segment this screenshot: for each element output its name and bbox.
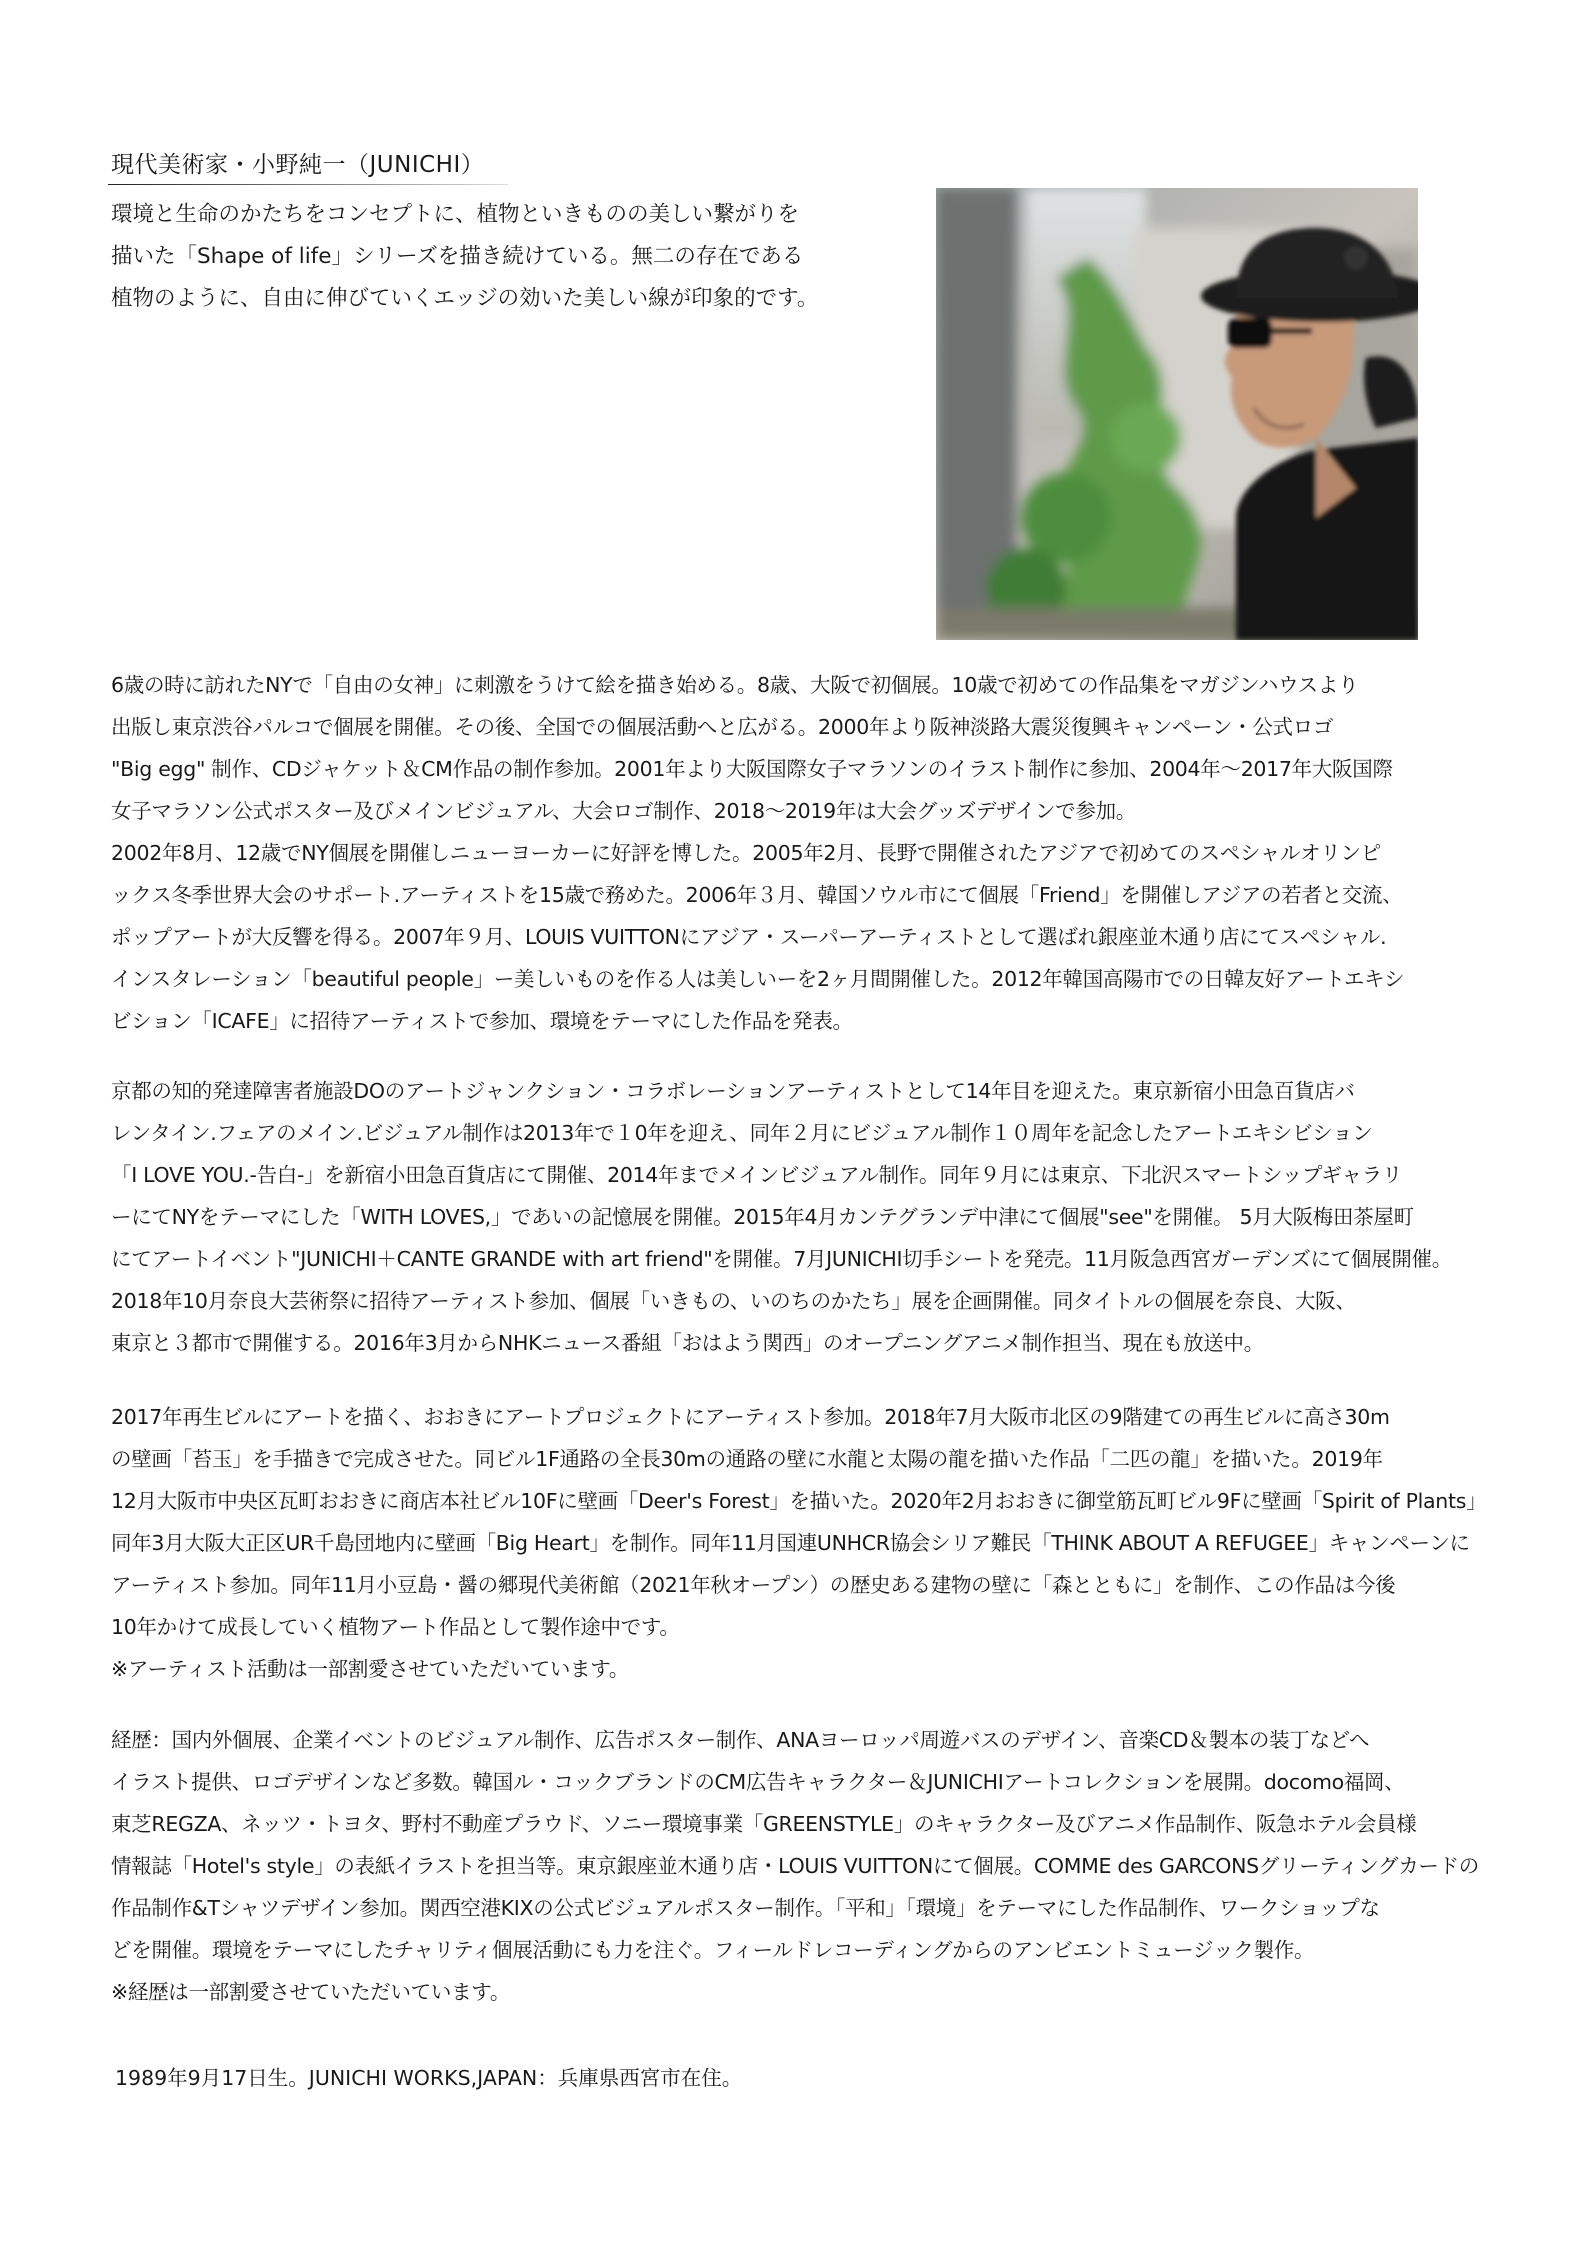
- body-line: 10年かけて成長していく植物アート作品として製作途中です。: [111, 1615, 680, 1639]
- body-line: にてアートイベント"JUNICHI＋CANTE GRANDE with art friend"を開催。7月JUNICHI切手シートを発売。11月阪急西宮ガーデンズにて個展開催。: [111, 1247, 1452, 1271]
- body-line: 6歳の時に訪れたNYで「自由の女神」に刺激をうけて絵を描き始める。8歳、大阪で初個展。10歳で初めての作品集をマガジンハウスより: [111, 673, 1359, 697]
- body-line: 東芝REGZA、ネッツ・トヨタ、野村不動産プラウド、ソニー環境事業「GREENSTYLE」のキャラクター及びアニメ作品制作、阪急ホテル会員様: [111, 1812, 1417, 1836]
- biography-paragraph-murals: [111, 1396, 1511, 1690]
- body-line: イラスト提供、ロゴデザインなど多数。韓国ル・コックブランドのCM広告キャラクター＆JUNICHIアートコレクションを展開。docomo福岡、: [111, 1770, 1405, 1794]
- body-line: 情報誌「Hotel's style」の表紙イラストを担当等。東京銀座並木通り店・LOUIS VUITTONにて個展。COMME des GARCONSグリーティングカードの: [111, 1854, 1480, 1878]
- body-line: 同年3月大阪大正区UR千島団地内に壁画「Big Heart」を制作。同年11月国連UNHCR協会シリア難民「THINK ABOUT A REFUGEE」キャンペーンに: [111, 1531, 1470, 1555]
- body-line: 「I LOVE YOU.-告白-」を新宿小田急百貨店にて開催、2014年までメインビジュアル制作。同年９月には東京、下北沢スマートシップギャラリ: [111, 1163, 1403, 1187]
- portrait-image: [936, 188, 1418, 640]
- biography-paragraph-collaborations: [111, 1070, 1511, 1364]
- body-line: インスタレーション「beautiful people」ー美しいものを作る人は美しいーを2ヶ月間開催した。2012年韓国高陽市での日韓友好アートエキシ: [111, 967, 1405, 991]
- body-line: 女子マラソン公式ポスター及びメインビジュアル、大会ロゴ制作、2018〜2019年は大会グッズデザインで参加。: [111, 799, 1136, 823]
- body-line: 2002年8月、12歳でNY個展を開催しニューヨーカーに好評を博した。2005年2月、長野で開催されたアジアで初めてのスペシャルオリンピ: [111, 841, 1381, 865]
- body-line: ックス冬季世界大会のサポート.アーティストを15歳で務めた。2006年３月、韓国ソウル市にて個展「Friend」を開催しアジアの若者と交流、: [111, 883, 1403, 907]
- body-line: ビション「ICAFE」に招待アーティストで参加、環境をテーマにした作品を発表。: [111, 1009, 853, 1033]
- biography-paragraph-early: [111, 664, 1511, 1042]
- body-line: 京都の知的発達障害者施設DOのアートジャンクション・コラボレーションアーティストとして14年目を迎えた。東京新宿小田急百貨店バ: [111, 1079, 1355, 1103]
- body-line: レンタイン.フェアのメイン.ビジュアル制作は2013年で１0年を迎え、同年２月にビジュアル制作１０周年を記念したアートエキシビション: [111, 1121, 1373, 1145]
- intro-line: 描いた「Shape of life」シリーズを描き続けている。無二の存在である: [111, 244, 804, 269]
- career-paragraph: [111, 1719, 1511, 2013]
- body-line: 出版し東京渋谷パルコで個展を開催。その後、全国での個展活動へと広がる。2000年より阪神淡路大震災復興キャンペーン・公式ロゴ: [111, 715, 1334, 739]
- body-line: 12月大阪市中央区瓦町おおきに商店本社ビル10Fに壁画「Deer's Forest」を描いた。2020年2月おおきに御堂筋瓦町ビル9Fに壁画「Spirit of Plants」: [111, 1489, 1487, 1513]
- body-line: アーティスト参加。同年11月小豆島・醤の郷現代美術館（2021年秋オープン）の歴史ある建物の壁に「森とともに」を制作、この作品は今後: [111, 1573, 1396, 1597]
- body-line: 2018年10月奈良大芸術祭に招待アーティスト参加、個展「いきもの、いのちのかたち」展を企画開催。同タイトルの個展を奈良、大阪、: [111, 1289, 1356, 1313]
- intro-line: 環境と生命のかたちをコンセプトに、植物といきものの美しい繋がりを: [111, 202, 800, 227]
- page-title: 現代美術家・小野純一（JUNICHI）: [111, 152, 485, 178]
- body-line: 2017年再生ビルにアートを描く、おおきにアートプロジェクトにアーティスト参加。2018年7月大阪市北区の9階建ての再生ビルに高さ30m: [111, 1405, 1390, 1429]
- body-line: "Big egg" 制作、CDジャケット＆CM作品の制作参加。2001年より大阪国際女子マラソンのイラスト制作に参加、2004年〜2017年大阪国際: [111, 757, 1393, 781]
- body-line: どを開催。環境をテーマにしたチャリティ個展活動にも力を注ぐ。フィールドレコーディングからのアンビエントミュージック製作。: [111, 1938, 1315, 1962]
- body-line: ポップアートが大反響を得る。2007年９月、LOUIS VUITTONにアジア・スーパーアーティストとして選ばれ銀座並木通り店にてスペシャル.: [111, 925, 1387, 949]
- body-line: ーにてNYをテーマにした「WITH LOVES,」であいの記憶展を開催。2015年4月カンテグランデ中津にて個展"see"を開催。 5月大阪梅田茶屋町: [111, 1205, 1414, 1229]
- body-line: 東京と３都市で開催する。2016年3月からNHKニュース番組「おはよう関西」のオープニングアニメ制作担当、現在も放送中。: [111, 1331, 1264, 1355]
- title-underline: [108, 184, 508, 185]
- intro-line: 植物のように、自由に伸びていくエッジの効いた美しい線が印象的です。: [111, 286, 819, 311]
- body-line: ※アーティスト活動は一部割愛させていただいています。: [111, 1657, 629, 1681]
- body-line: 経歴：国内外個展、企業イベントのビジュアル制作、広告ポスター制作、ANAヨーロッパ周遊バスのデザイン、音楽CD＆製本の装丁などへ: [111, 1728, 1370, 1752]
- artist-portrait-photo: [936, 188, 1418, 640]
- intro-paragraph: [111, 194, 941, 320]
- body-line: ※経歴は一部割愛させていただいています。: [111, 1980, 511, 2004]
- body-line: 作品制作&Tシャツデザイン参加。関西空港KIXの公式ビジュアルポスター制作。「平和」「環境」をテーマにした作品制作、ワークショップな: [111, 1896, 1380, 1920]
- birth-and-residence-line: 1989年9月17日生。JUNICHI WORKS,JAPAN：兵庫県西宮市在住。: [115, 2066, 743, 2090]
- body-line: の壁画「苔玉」を手描きで完成させた。同ビル1F通路の全長30mの通路の壁に水龍と太陽の龍を描いた作品「二匹の龍」を描いた。2019年: [111, 1447, 1383, 1471]
